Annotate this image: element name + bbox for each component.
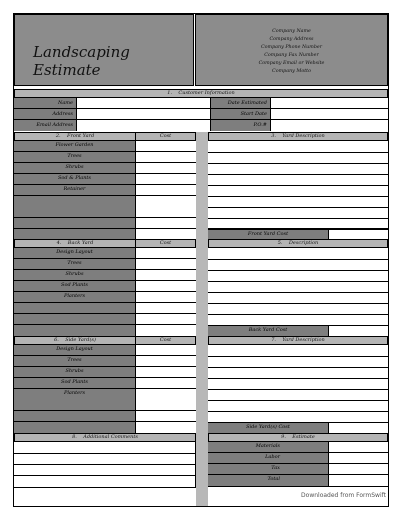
side-yard-bar (14, 336, 196, 345)
front-cost-5[interactable] (135, 185, 196, 196)
labor-label: Labor (208, 453, 328, 464)
estimate-grid (208, 442, 388, 488)
form-title: Landscaping Estimate (33, 43, 130, 79)
company-fax: Company Fax Number (264, 53, 319, 58)
front-cost-4[interactable] (135, 174, 196, 185)
side-yard-total-label: Side Yard(s) Cost (208, 423, 328, 433)
side-yard-title: 6. Side Yard(s) (54, 337, 96, 343)
footer-credit: Downloaded from FormSwift (301, 492, 386, 499)
front-cost-7[interactable] (135, 218, 196, 229)
company-phone: Company Phone Number (260, 45, 323, 50)
name-field[interactable] (76, 98, 210, 109)
back-design-label: Design Layout (14, 248, 135, 259)
side-description-lines[interactable] (208, 345, 388, 423)
total-field[interactable] (328, 475, 388, 487)
front-sod-label: Sod & Plants (14, 174, 135, 185)
additional-comments-lines[interactable] (14, 442, 196, 488)
front-trees-label: Trees (14, 152, 135, 163)
side-cost-2[interactable] (135, 356, 196, 367)
retainer-label: Retainer (14, 185, 135, 196)
back-blank-label-2 (14, 314, 135, 325)
back-shrubs-label: Shrubs (14, 270, 135, 281)
front-blank-label-1 (14, 196, 135, 218)
side-blank-label-2 (14, 422, 135, 433)
side-trees-label: Trees (14, 356, 135, 367)
back-yard-total-row (208, 326, 388, 336)
back-yard-cost-header: Cost (135, 240, 195, 247)
front-yard-bar (14, 132, 196, 141)
side-cost-4[interactable] (135, 378, 196, 389)
customer-info-bar: 1. Customer Information (14, 89, 388, 98)
yard-description-bar: 3. Yard Description (208, 132, 388, 141)
side-description-bar: 7. Yard Description (208, 336, 388, 345)
back-yard-title: 4. Back Yard (56, 240, 94, 246)
po-field[interactable] (270, 120, 388, 131)
side-yard-grid (14, 345, 196, 433)
side-cost-7[interactable] (135, 422, 196, 433)
side-design-label: Design Layout (14, 345, 135, 356)
front-yard-grid (14, 141, 196, 239)
side-yard-total-row (208, 423, 388, 433)
front-yard-cost-header: Cost (135, 133, 195, 140)
back-yard-grid (14, 248, 196, 336)
back-blank-label-1 (14, 303, 135, 314)
company-motto: Company Motto (272, 69, 311, 74)
email-field[interactable] (76, 120, 210, 131)
side-blank-label-1 (14, 411, 135, 422)
back-description-lines[interactable] (208, 248, 388, 326)
back-blank-label-3 (14, 325, 135, 336)
materials-field[interactable] (328, 442, 388, 453)
side-yard-cost-header: Cost (135, 337, 195, 344)
front-blank-label-2 (14, 218, 135, 229)
address-field[interactable] (76, 109, 210, 120)
additional-comments-bar: 8. Additional Comments (14, 433, 196, 442)
date-estimated-label: Date Estimated (210, 98, 270, 109)
side-shrubs-label: Shrubs (14, 367, 135, 378)
materials-label: Materials (208, 442, 328, 453)
front-blank-label-3 (14, 229, 135, 239)
back-cost-5[interactable] (135, 292, 196, 303)
tax-field[interactable] (328, 464, 388, 475)
total-label: Total (208, 475, 328, 487)
front-cost-6[interactable] (135, 196, 196, 218)
company-name: Company Name (272, 29, 311, 34)
address-label: Address (14, 109, 76, 120)
front-cost-1[interactable] (135, 141, 196, 152)
yard-description-lines[interactable] (208, 141, 388, 229)
front-cost-2[interactable] (135, 152, 196, 163)
estimate-bar: 9. Estimate (208, 433, 388, 442)
side-cost-5[interactable] (135, 389, 196, 411)
tax-label: Tax (208, 464, 328, 475)
side-cost-1[interactable] (135, 345, 196, 356)
estimate-form (13, 13, 389, 507)
column-gap (196, 132, 208, 506)
title-panel (14, 14, 194, 86)
front-cost-8[interactable] (135, 229, 196, 239)
customer-info-grid (14, 98, 388, 131)
back-trees-label: Trees (14, 259, 135, 270)
front-cost-3[interactable] (135, 163, 196, 174)
name-label: Name (14, 98, 76, 109)
side-sod-label: Sod Plants (14, 378, 135, 389)
back-cost-2[interactable] (135, 259, 196, 270)
back-cost-4[interactable] (135, 281, 196, 292)
front-yard-title: 2. Front Yard (55, 133, 95, 139)
labor-field[interactable] (328, 453, 388, 464)
front-yard-total-label: Front Yard Cost (208, 230, 328, 240)
start-date-label: Start Date (210, 109, 270, 120)
email-label: Email Address (14, 120, 76, 131)
date-estimated-field[interactable] (270, 98, 388, 109)
front-shrubs-label: Shrubs (14, 163, 135, 174)
flower-garden-label: Flower Garden (14, 141, 135, 152)
back-sod-label: Sod Plants (14, 281, 135, 292)
side-planters-label: Planters (14, 389, 135, 411)
back-cost-6[interactable] (135, 303, 196, 314)
back-yard-total-label: Back Yard Cost (208, 326, 328, 336)
back-description-bar: 5. Description (208, 239, 388, 248)
start-date-field[interactable] (270, 109, 388, 120)
front-yard-total-row (208, 229, 388, 239)
side-cost-6[interactable] (135, 411, 196, 422)
back-cost-1[interactable] (135, 248, 196, 259)
company-panel (195, 14, 388, 86)
back-yard-total-field[interactable] (328, 326, 388, 336)
company-address: Company Address (269, 37, 314, 42)
back-yard-bar (14, 239, 196, 248)
company-email: Company Email or Website (258, 61, 325, 66)
po-label: P.O.# (210, 120, 270, 131)
side-cost-3[interactable] (135, 367, 196, 378)
back-cost-3[interactable] (135, 270, 196, 281)
side-yard-total-field[interactable] (328, 423, 388, 433)
back-cost-8[interactable] (135, 325, 196, 336)
back-planters-label: Planters (14, 292, 135, 303)
back-cost-7[interactable] (135, 314, 196, 325)
